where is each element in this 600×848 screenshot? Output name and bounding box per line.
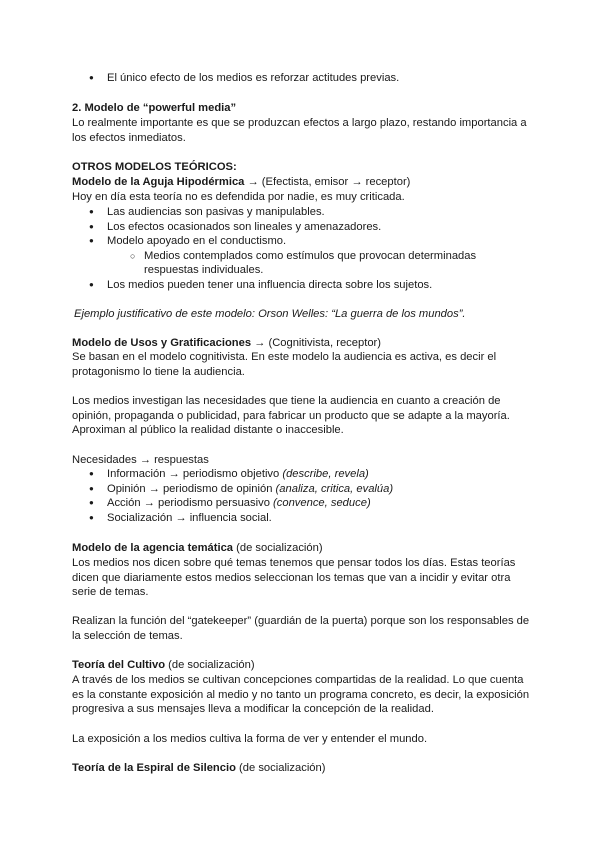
bullet-list-necesidades	[72, 467, 532, 525]
item-text: Opinión → periodismo de opinión	[107, 482, 276, 495]
heading-text: Teoría de la Espiral de Silencio	[72, 762, 236, 774]
item-italic-text: (describe, revela)	[282, 468, 369, 480]
paragraph-cultivo-1: A través de los medios se cultivan concepciones compartidas de la realidad. Lo que cuenta es la constante exposición al medio y no tanto un programa concreto, es decir, la exposición progresiva a sus mensajes lleva a modificar la concepción de la realidad.	[72, 674, 530, 716]
heading-usos-gratificaciones	[72, 336, 532, 351]
paragraph-aguja-intro: Hoy en día esta teoría no es defendida por nadie, es muy criticada.	[72, 191, 405, 203]
list-item: ● Los medios pueden tener una influencia directa sobre los sujetos.	[72, 278, 532, 293]
list-item: ● Las audiencias son pasivas y manipulables.	[72, 205, 532, 220]
section-heading-powerful-media	[72, 101, 532, 116]
heading-text: Modelo de Usos y Gratificaciones	[72, 337, 252, 349]
heading-text: Teoría del Cultivo	[72, 659, 166, 671]
bullet-list-aguja	[72, 205, 532, 293]
paragraph-agenda-1: Los medios nos dicen sobre qué temas tenemos que pensar todos los días. Estas teorías dicen que diariamente estos medios seleccionan los temas que van a incidir y evitar otra serie de temas.	[72, 557, 516, 599]
heading-text: Modelo de la Aguja Hipodérmica	[72, 176, 245, 188]
heading-subtitle: → (Efectista, emisor → receptor)	[244, 176, 411, 188]
list-item	[72, 467, 532, 482]
example-note	[74, 307, 534, 322]
list-item: ● Modelo apoyado en el conductismo.	[72, 234, 532, 249]
section-heading-otros-modelos	[72, 160, 532, 175]
item-text: Acción → periodismo persuasivo	[107, 497, 274, 510]
heading-text: Modelo de la agencia temática	[72, 542, 234, 554]
bullet-list-effects	[72, 71, 532, 86]
list-item: ● Los efectos ocasionados son lineales y amenazadores.	[72, 220, 532, 235]
heading-text: 2. Modelo de “powerful media”	[72, 102, 237, 114]
heading-subtitle: (de socialización)	[235, 762, 326, 774]
list-item: ● El único efecto de los medios es reforzar actitudes previas.	[72, 71, 532, 86]
paragraph-usos-2: Los medios investigan las necesidades que tiene la audiencia en cuanto a creación de opinión, propaganda o publicidad, para fabricar un producto que se adapte a la mayoría. Aproximan al público la realidad distante o inaccesible.	[72, 395, 510, 437]
heading-subtitle: → (Cognitivista, receptor)	[251, 337, 382, 349]
heading-subtitle: (de socialización)	[233, 542, 323, 554]
list-item	[72, 496, 532, 511]
paragraph-cultivo-2: La exposición a los medios cultiva la forma de ver y entender el mundo.	[72, 733, 428, 745]
heading-teoria-cultivo	[72, 658, 532, 673]
paragraph-usos-1: Se basan en el modelo cognitivista. En este modelo la audiencia es activa, es decir el protagonismo lo tiene la audiencia.	[72, 351, 497, 378]
paragraph-agenda-2: Realizan la función del “gatekeeper” (guardián de la puerta) porque son los responsables de la selección de temas.	[72, 615, 530, 642]
heading-subtitle: (de socialización)	[165, 659, 255, 671]
heading-espiral-silencio	[72, 761, 532, 776]
item-italic-text: (convence, seduce)	[273, 497, 371, 510]
list-item: ● Socialización → influencia social.	[72, 511, 532, 526]
paragraph-powerful-media: Lo realmente importante es que se produzcan efectos a largo plazo, restando importancia a los efectos inmediatos.	[72, 117, 527, 144]
item-italic-text: (analiza, critica, evalúa)	[275, 482, 394, 495]
item-text: Información → periodismo objetivo	[107, 468, 283, 480]
heading-text: OTROS MODELOS TEÓRICOS:	[72, 161, 237, 173]
heading-aguja-hipodermica	[72, 175, 532, 190]
example-text: Ejemplo justificativo de este modelo: Orson Welles: “La guerra de los mundos”.	[74, 308, 466, 320]
paragraph-necesidades: Necesidades → respuestas	[72, 454, 209, 466]
list-item	[72, 482, 532, 497]
sub-list-item: ○ Medios contemplados como estímulos que provocan determinadas respuestas individuales.	[72, 249, 532, 278]
heading-agencia-tematica	[72, 541, 532, 556]
